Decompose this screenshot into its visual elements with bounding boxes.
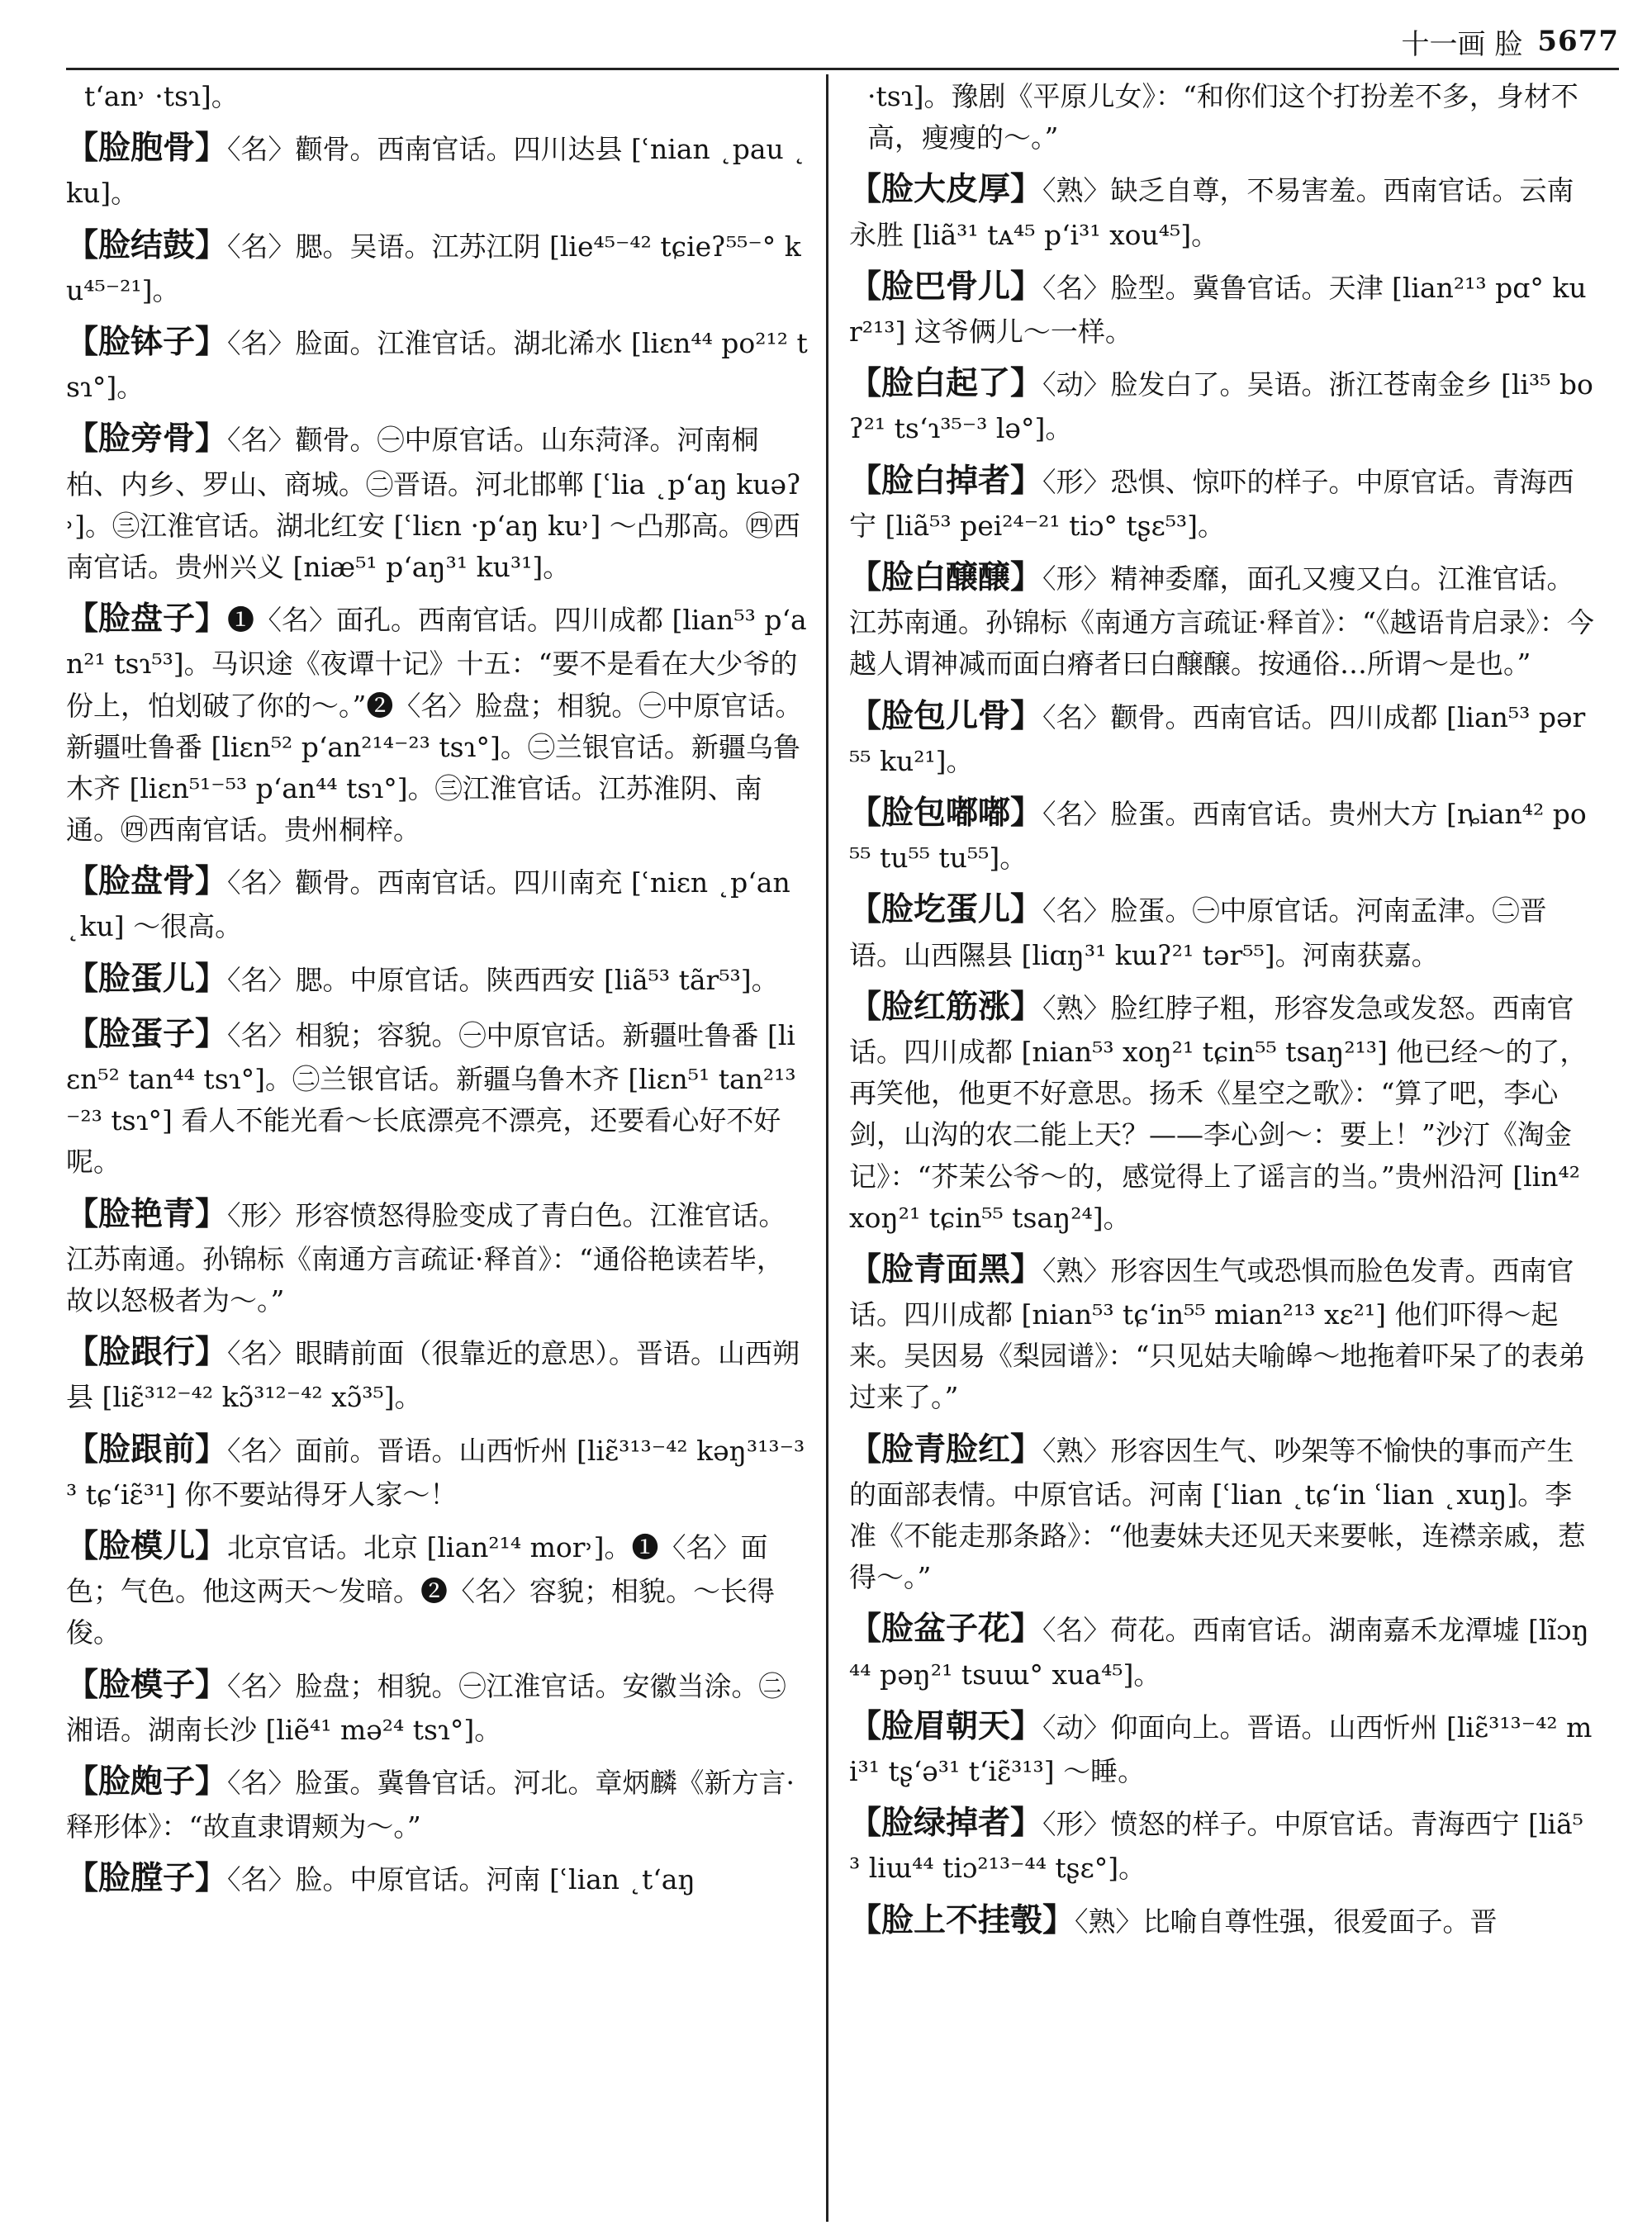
entry-text: 〈动〉仰面向上。晋语。山西忻州 [liɛ̃³¹³⁻⁴² mi³¹ tʂ‘ə³¹ t‘iɛ̃³¹³] ～睡。	[849, 1710, 1593, 1788]
entry	[849, 1426, 1594, 1599]
entry	[66, 1661, 808, 1751]
entry	[66, 955, 808, 1004]
entry-headword: 【脸绿掉者】	[849, 1804, 1043, 1843]
entry	[849, 553, 1594, 686]
entry-headword: 【脸白起了】	[849, 364, 1043, 403]
entry-headword: 【脸模子】	[66, 1665, 228, 1704]
entry	[849, 359, 1594, 449]
entry-headword: 【脸膛子】	[66, 1859, 228, 1898]
entry	[849, 1799, 1594, 1889]
entry-headword: 【脸眉朝天】	[849, 1706, 1043, 1745]
entry-text: ❶〈名〉面孔。西南官话。四川成都 [lian⁵³ p‘an²¹ tsɿ⁵³]。马识途《夜谭十记》十五：“要不是看在大少爷的份上，怕划破了你的～。”❷〈名〉脸盘；相貌。㊀中原官话。新疆吐鲁番 [liɛn⁵² p‘an²¹⁴⁻²³ tsɿ°]。㊁兰银官话。新疆乌鲁木齐 [liɛn⁵¹⁻⁵³ p‘an⁴⁴ tsɿ°]。㊂江淮官话。江苏淮阴、南通。㊃西南官话。贵州桐梓。	[66, 604, 807, 847]
continuation-text: t‘an˒ ·tsɿ]。	[84, 80, 239, 112]
entry-headword: 【脸模儿】	[66, 1527, 228, 1566]
column-divider	[826, 74, 828, 2222]
entry-headword: 【脸跟前】	[66, 1430, 228, 1468]
entry-text: 〈名〉颧骨。西南官话。四川南充 [ʿniɛn ˛p‘an ˛ku] ～很高。	[66, 866, 790, 943]
entry-text: 〈形〉愤怒的样子。中原官话。青海西宁 [liã⁵³ liɯ⁴⁴ tiɔ²¹³⁻⁴⁴ tʂɛ°]。	[849, 1808, 1583, 1885]
entry-text: 〈名〉颧骨。西南官话。四川达县 [ʿnian ˛pau ˛ku]。	[66, 133, 806, 210]
entry-text: 〈名〉相貌；容貌。㊀中原官话。新疆吐鲁番 [liɛn⁵² tan⁴⁴ tsɿ°]。㊁兰银官话。新疆乌鲁木齐 [liɛn⁵¹ tan²¹³⁻²³ tsɿ°] 看人不能光看～长底漂亮不漂亮，还要看心好不好呢。	[66, 1018, 796, 1179]
entry-headword: 【脸青面黑】	[849, 1250, 1043, 1288]
entry-headword: 【脸青脸红】	[849, 1430, 1043, 1468]
entry-text: 〈名〉脸。中原官话。河南 [ʿlian ˛t‘aŋ	[227, 1863, 695, 1896]
entry	[849, 263, 1594, 353]
entry-headword: 【脸蛋子】	[66, 1014, 228, 1053]
entry	[66, 595, 808, 851]
entry	[66, 124, 808, 214]
entry-text: 〈熟〉缺乏自尊，不易害羞。西南官话。云南永胜 [liã³¹ tᴀ⁴⁵ p‘i³¹ xou⁴⁵]。	[849, 174, 1574, 251]
entry-text: 〈动〉脸发白了。吴语。浙江苍南金乡 [li³⁵ boʔ²¹ ts‘ɿ³⁵⁻³ lə°]。	[849, 368, 1593, 445]
continuation-text: ·tsɿ]。豫剧《平原儿女》：“和你们这个打扮差不多，身材不高，瘦瘦的～。”	[867, 80, 1578, 154]
entry	[66, 1010, 808, 1184]
entry	[849, 885, 1594, 975]
entry-text: 〈熟〉脸红脖子粗，形容发急或发怒。西南官话。四川成都 [nian⁵³ xoŋ²¹ tɕin⁵⁵ tsaŋ²¹³] 他已经～的了，再笑他，他更不好意思。扬禾《星空之歌》：“算了吧，李心剑，山沟的农二能上天？——李心剑～：要上！”沙汀《淘金记》：“芥茉公爷～的，感觉得上了谣言的当。”贵州沿河 [lin⁴² xoŋ²¹ tɕin⁵⁵ tsaŋ²⁴]。	[849, 991, 1588, 1234]
entry	[849, 983, 1594, 1239]
entry-headword: 【脸盘骨】	[66, 862, 228, 901]
entry-text: 〈名〉颧骨。西南官话。四川成都 [lian⁵³ pər⁵⁵ ku²¹]。	[849, 700, 1586, 777]
entry-headword: 【脸盘子】	[66, 600, 228, 638]
entry-text: 〈形〉恐惧、惊吓的样子。中原官话。青海西宁 [liã⁵³ pei²⁴⁻²¹ tiɔ° tʂɛ⁵³]。	[849, 465, 1574, 542]
entry-text: 〈熟〉比喻自尊性强，很爱面子。晋	[1075, 1905, 1498, 1938]
entry-headword: 【脸盆子花】	[849, 1610, 1043, 1649]
entry-text: 〈名〉脸盘；相貌。㊀江淮官话。安徽当涂。㊁湘语。湖南长沙 [liẽ⁴¹ mə²⁴ tsɿ°]。	[66, 1669, 786, 1746]
left-column	[66, 76, 808, 2223]
entry-headword: 【脸旁骨】	[66, 420, 228, 458]
entry-text: 〈名〉腮。吴语。江苏江阴 [lie⁴⁵⁻⁴² tɕieʔ⁵⁵⁻° ku⁴⁵⁻²¹]。	[66, 230, 801, 306]
entry-headword: 【脸上不挂彀】	[849, 1900, 1075, 1939]
entry	[66, 1426, 808, 1516]
entry	[849, 1605, 1594, 1695]
entry	[849, 692, 1594, 782]
entry	[849, 789, 1594, 879]
entry-headword: 【脸蛋儿】	[66, 959, 228, 998]
header-rule	[66, 68, 1619, 70]
entry-headword: 【脸白掉者】	[849, 461, 1043, 500]
entry	[849, 457, 1594, 547]
entry	[66, 415, 808, 588]
entry	[66, 318, 808, 408]
entry	[66, 857, 808, 947]
entry-text: 北京官话。北京 [lian²¹⁴ mor˒]。❶〈名〉面色；气色。他这两天～发暗。❷〈名〉容貌；相貌。～长得俊。	[66, 1531, 775, 1649]
entry	[66, 1522, 808, 1654]
entry-headword: 【脸大皮厚】	[849, 170, 1043, 209]
entry-headword: 【脸白醸醸】	[849, 558, 1043, 596]
entry-headword: 【脸胞骨】	[66, 129, 228, 168]
entry-headword: 【脸红筋涨】	[849, 987, 1043, 1026]
entry-text: 〈名〉颧骨。㊀中原官话。山东菏泽。河南桐柏、内乡、罗山、商城。㊁晋语。河北邯郸 [ʿlia ˛p‘aŋ kuəʔ˒]。㊂江淮官话。湖北红安 [ʿliɛn ·p‘aŋ ku˒] ～凸那高。㊃西南官话。贵州兴义 [niæ⁵¹ p‘aŋ³¹ ku³¹]。	[66, 424, 801, 583]
running-head	[1297, 18, 1619, 64]
entry	[66, 1190, 808, 1322]
entry	[66, 1758, 808, 1848]
section-title: 十一画 脸	[1401, 27, 1523, 61]
entry-headword: 【脸钵子】	[66, 323, 228, 361]
entry	[849, 1702, 1594, 1792]
entry-headword: 【脸巴骨儿】	[849, 267, 1043, 306]
entry	[66, 221, 808, 311]
entry-text: 〈形〉精神委靡，面孔又瘦又白。江淮官话。江苏南通。孙锦标《南通方言疏证·释首》：“《越语肯启录》：今越人谓神减而面白瘠者曰白醸醸。按通俗…所谓～是也。”	[849, 562, 1594, 681]
entry	[849, 1245, 1594, 1419]
entry-text: 〈名〉脸型。冀鲁官话。天津 [lian²¹³ pɑ° kur²¹³] 这爷俩儿～一样。	[849, 271, 1587, 348]
entry	[849, 1896, 1594, 1945]
right-column	[849, 76, 1594, 2223]
entry-text: 〈名〉脸蛋。西南官话。贵州大方 [ȵian⁴² po⁵⁵ tu⁵⁵ tu⁵⁵]。	[849, 798, 1587, 875]
entry-headword: 【脸皰子】	[66, 1763, 228, 1801]
entry-headword: 【脸圪蛋儿】	[849, 890, 1043, 929]
entry-text: 〈名〉荷花。西南官话。湖南嘉禾龙潭墟 [lĩɔŋ⁴⁴ pəŋ²¹ tsuɯ° xua⁴⁵]。	[849, 1614, 1589, 1691]
entry-text: 〈熟〉形容因生气、吵架等不愉快的事而产生的面部表情。中原官话。河南 [ʿlian ˛tɕ‘in ʿlian ˛xuŋ]。李准《不能走那条路》：“他妻妹夫还见天来要帐，连襟亲戚，惹得～。”	[849, 1434, 1586, 1594]
entry-text: 〈名〉眼睛前面（很靠近的意思）。晋语。山西朔县 [liɛ̃³¹²⁻⁴² kɔ̃³¹²⁻⁴² xɔ̃³⁵]。	[66, 1337, 800, 1414]
entry-text: 〈熟〉形容因生气或恐惧而脸色发青。西南官话。四川成都 [nian⁵³ tɕ‘in⁵⁵ mian²¹³ xɛ²¹] 他们吓得～起来。吴因易《梨园谱》：“只见姑夫喻皞～地拖着吓呆了的表弟过来了。”	[849, 1254, 1586, 1414]
entry-headword: 【脸包儿骨】	[849, 696, 1043, 735]
entry-text: 〈名〉脸面。江淮官话。湖北浠水 [liɛn⁴⁴ po²¹² tsɿ°]。	[66, 327, 808, 404]
entry-headword: 【脸包嘟嘟】	[849, 794, 1043, 832]
entry	[66, 1854, 808, 1903]
entry	[849, 165, 1594, 255]
entry-text: 〈名〉面前。晋语。山西忻州 [liɛ̃³¹³⁻⁴² kəŋ³¹³⁻³³ tɕ‘iɛ̃³¹] 你不要站得牙人家～！	[66, 1434, 805, 1511]
entry-headword: 【脸结鼓】	[66, 225, 228, 264]
entry-headword: 【脸艳青】	[66, 1194, 228, 1233]
entry-headword: 【脸跟行】	[66, 1333, 228, 1372]
entry-text: 〈形〉形容愤怒得脸变成了青白色。江淮官话。江苏南通。孙锦标《南通方言疏证·释首》：“通俗艳读若毕，故以怒极者为～。”	[66, 1198, 786, 1317]
entry-text: 〈名〉脸蛋。冀鲁官话。河北。章炳麟《新方言·释形体》：“故直隶谓颊为～。”	[66, 1767, 795, 1843]
page-number: 5677	[1537, 25, 1619, 58]
entry-text: 〈名〉脸蛋。㊀中原官话。河南孟津。㊁晋语。山西隰县 [liɑŋ³¹ kɯʔ²¹ tər⁵⁵]。河南获嘉。	[849, 894, 1547, 971]
entry-text: 〈名〉腮。中原官话。陕西西安 [liã⁵³ tãr⁵³]。	[227, 963, 779, 996]
entry	[66, 1328, 808, 1418]
